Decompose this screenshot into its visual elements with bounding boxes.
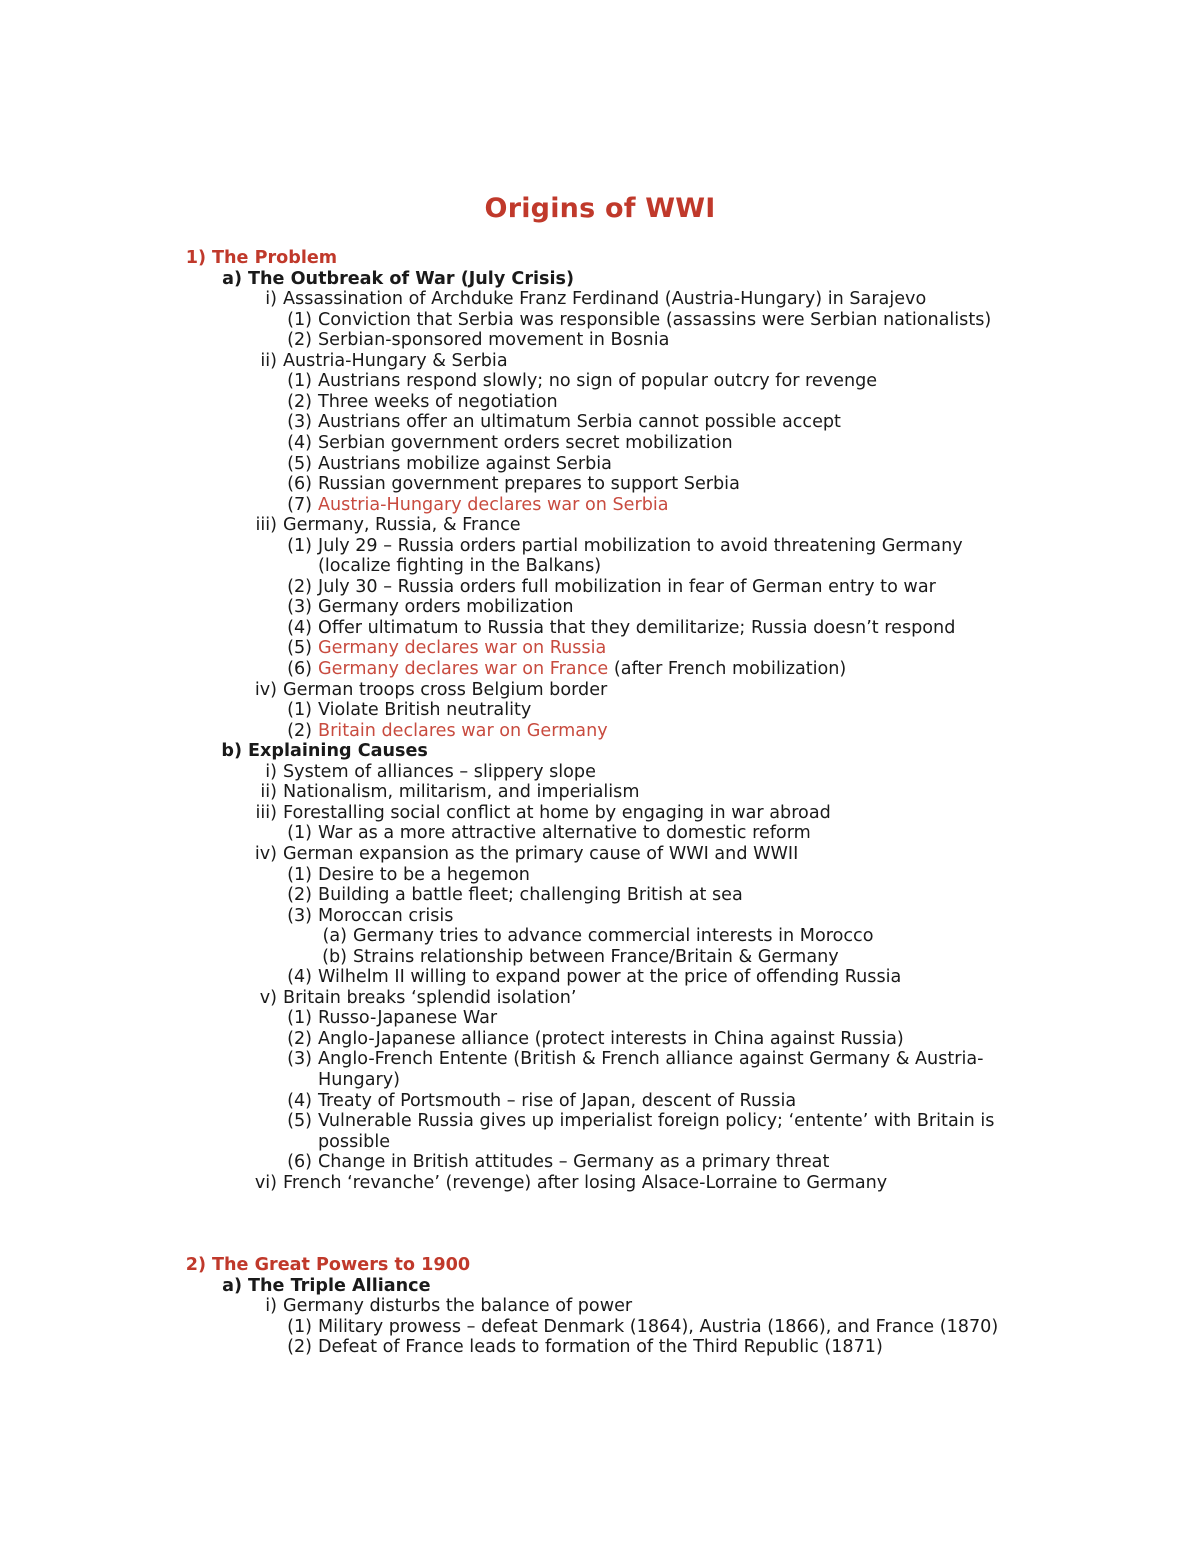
subsection-heading-line — [222, 1275, 431, 1296]
outline-point — [287, 1049, 984, 1070]
outline-point — [287, 700, 532, 721]
list-marker: (2) — [287, 330, 312, 351]
list-marker: iii) — [255, 515, 277, 536]
point-text: Serbian government orders secret mobilization — [318, 432, 733, 453]
outline-point — [287, 720, 608, 741]
list-marker: (1) — [287, 823, 312, 844]
outline-item — [255, 802, 831, 823]
list-marker: (1) — [287, 371, 312, 392]
list-marker: (7) — [287, 494, 312, 515]
list-marker: i) — [265, 1296, 277, 1317]
list-marker: (1) — [287, 1316, 312, 1337]
outline-item — [265, 761, 596, 782]
list-marker: iii) — [255, 802, 277, 823]
outline-point — [287, 494, 669, 515]
list-marker: b) — [221, 741, 242, 762]
list-marker: (5) — [287, 453, 312, 474]
list-marker: (2) — [287, 720, 312, 741]
list-marker: (5) — [287, 638, 312, 659]
list-marker: a) — [222, 268, 242, 289]
point-text: Wilhelm II willing to expand power at the price of offending Russia — [318, 967, 902, 988]
list-marker: (3) — [287, 905, 312, 926]
point-text: July 30 – Russia orders full mobilization in fear of German entry to war — [318, 576, 936, 597]
section-heading-line — [185, 248, 338, 268]
outline-point — [287, 823, 811, 844]
outline-item-text: Forestalling social conflict at home by engaging in war abroad — [283, 802, 831, 823]
point-text-continuation: Hungary) — [318, 1070, 400, 1090]
list-marker: (2) — [287, 576, 312, 597]
point-text: Germany orders mobilization — [318, 597, 574, 618]
subsection-heading: Explaining Causes — [248, 741, 428, 762]
subsection-heading: The Triple Alliance — [248, 1275, 431, 1296]
list-marker: (1) — [287, 535, 312, 556]
point-text: Anglo-Japanese alliance (protect interests in China against Russia) — [318, 1028, 904, 1049]
list-marker: (b) — [322, 946, 347, 967]
list-marker: (6) — [287, 1152, 312, 1173]
point-text: Moroccan crisis — [318, 905, 454, 926]
list-marker: ii) — [260, 350, 277, 371]
list-marker: (4) — [287, 967, 312, 988]
point-text: Treaty of Portsmouth – rise of Japan, descent of Russia — [318, 1090, 797, 1111]
subsection-heading-line — [222, 268, 575, 289]
point-text-continuation: (localize fighting in the Balkans) — [318, 556, 602, 577]
point-text: Military prowess – defeat Denmark (1864), Austria (1866), and France (1870) — [318, 1316, 999, 1337]
outline-point — [287, 1337, 883, 1358]
subsection-heading: The Outbreak of War (July Crisis) — [248, 268, 575, 289]
point-text: Three weeks of negotiation — [318, 391, 558, 412]
outline-point — [287, 330, 670, 351]
list-marker: (2) — [287, 1337, 312, 1358]
highlighted-point-text: Britain declares war on Germany — [318, 720, 608, 741]
list-marker: (6) — [287, 659, 312, 679]
outline-subpoint — [322, 946, 839, 967]
outline-item — [254, 1172, 888, 1193]
outline-item — [265, 1296, 633, 1317]
list-marker: (2) — [287, 1028, 312, 1049]
point-text-suffix: (after French mobilization) — [608, 659, 847, 679]
subpoint-text: Germany tries to advance commercial interests in Morocco — [353, 926, 874, 947]
outline-point — [287, 1152, 830, 1173]
outline-point-continuation — [318, 556, 601, 576]
point-text: Austrians offer an ultimatum Serbia cannot possible accept — [318, 412, 841, 433]
point-text: Austrians mobilize against Serbia — [318, 453, 612, 474]
list-marker: i) — [265, 289, 277, 310]
point-text: Anglo-French Entente (British & French alliance against Germany & Austria- — [318, 1049, 984, 1070]
outline-point — [287, 412, 841, 433]
outline-point — [287, 1316, 999, 1337]
list-marker: (1) — [287, 1008, 312, 1029]
list-marker: (1) — [287, 309, 312, 330]
list-marker: (4) — [287, 617, 312, 638]
list-marker: (3) — [287, 597, 312, 618]
outline-item — [259, 987, 577, 1008]
outline-item-text: System of alliances – slippery slope — [283, 761, 596, 782]
outline-point — [287, 371, 878, 392]
highlighted-point-text: Austria-Hungary declares war on Serbia — [318, 494, 669, 515]
outline-point — [287, 1028, 904, 1049]
section-heading: The Great Powers to 1900 — [212, 1254, 471, 1275]
outline-point — [287, 885, 743, 906]
outline-item — [260, 350, 508, 371]
list-marker: (5) — [287, 1111, 312, 1132]
outline-point — [287, 638, 607, 659]
outline-item-text: German expansion as the primary cause of WWI and WWII — [283, 843, 799, 864]
outline-point — [287, 474, 740, 495]
list-marker: (4) — [287, 432, 312, 453]
outline-item — [254, 679, 608, 700]
list-marker: v) — [259, 987, 277, 1008]
point-text: Russo-Japanese War — [318, 1008, 498, 1029]
list-marker: a) — [222, 1275, 242, 1296]
highlighted-point-text: Germany declares war on France — [318, 659, 609, 679]
outline-item — [265, 289, 927, 310]
list-marker: iv) — [254, 843, 277, 864]
page-title: Origins of WWI — [484, 193, 716, 224]
list-marker: iv) — [254, 679, 277, 700]
list-marker: 1) — [185, 248, 206, 268]
outline-point — [287, 309, 992, 330]
list-marker: (6) — [287, 474, 312, 495]
point-text: Serbian-sponsored movement in Bosnia — [318, 330, 670, 351]
outline-item-text: French ‘revanche’ (revenge) after losing Alsace-Lorraine to Germany — [283, 1172, 888, 1193]
outline-item-text: Assassination of Archduke Franz Ferdinand (Austria-Hungary) in Sarajevo — [283, 289, 927, 310]
outline-item-text: Nationalism, militarism, and imperialism — [283, 782, 640, 803]
outline-point — [287, 905, 454, 926]
outline-point-continuation — [318, 1132, 390, 1152]
outline-point — [287, 617, 956, 638]
list-marker: i) — [265, 761, 277, 782]
outline-item-text: Britain breaks ‘splendid isolation’ — [283, 987, 577, 1008]
point-text: July 29 – Russia orders partial mobilization to avoid threatening Germany — [318, 535, 963, 556]
point-text: Building a battle fleet; challenging British at sea — [318, 885, 743, 906]
list-marker: (a) — [322, 926, 347, 947]
outline-item-text: Germany, Russia, & France — [283, 515, 521, 536]
point-text: Vulnerable Russia gives up imperialist foreign policy; ‘entente’ with Britain is — [318, 1111, 995, 1132]
point-text: Offer ultimatum to Russia that they demilitarize; Russia doesn’t respond — [318, 617, 956, 638]
outline-subpoint — [322, 926, 874, 947]
outline-item-text: Germany disturbs the balance of power — [283, 1296, 633, 1317]
outline-point — [287, 432, 733, 453]
list-marker: (3) — [287, 1049, 312, 1070]
list-marker: vi) — [254, 1172, 277, 1193]
point-text: Defeat of France leads to formation of the Third Republic (1871) — [318, 1337, 883, 1358]
section-heading: The Problem — [212, 248, 338, 268]
point-text: Russian government prepares to support Serbia — [318, 474, 740, 495]
outline-item — [254, 843, 799, 864]
outline-point — [287, 576, 936, 597]
outline-point — [287, 391, 558, 412]
list-marker: ii) — [260, 782, 277, 803]
outline-point — [287, 659, 847, 679]
point-text: Change in British attitudes – Germany as a primary threat — [318, 1152, 830, 1173]
outline-point — [287, 1008, 498, 1029]
point-text: Austrians respond slowly; no sign of popular outcry for revenge — [318, 371, 878, 392]
list-marker: (1) — [287, 864, 312, 885]
point-text-continuation: possible — [318, 1131, 391, 1152]
list-marker: (4) — [287, 1090, 312, 1111]
point-text: Violate British neutrality — [318, 700, 532, 721]
subsection-heading-line — [221, 741, 428, 762]
outline-point-continuation — [318, 1070, 400, 1090]
outline-point — [287, 967, 902, 988]
subpoint-text: Strains relationship between France/Britain & Germany — [353, 946, 839, 967]
point-text: Conviction that Serbia was responsible (assassins were Serbian nationalists) — [318, 309, 992, 330]
outline-item-text: German troops cross Belgium border — [283, 679, 608, 700]
outline-point — [287, 535, 963, 556]
point-text: War as a more attractive alternative to domestic reform — [318, 823, 811, 844]
outline-item — [255, 515, 521, 536]
list-marker: (3) — [287, 412, 312, 433]
list-marker: 2) — [185, 1254, 206, 1275]
list-marker: (2) — [287, 885, 312, 906]
outline-item — [260, 782, 640, 803]
point-text: Desire to be a hegemon — [318, 864, 530, 885]
list-marker: (2) — [287, 391, 312, 412]
outline-point — [287, 453, 612, 474]
list-marker: (1) — [287, 700, 312, 721]
outline-point — [287, 864, 530, 885]
highlighted-point-text: Germany declares war on Russia — [318, 638, 607, 659]
outline-point — [287, 1090, 797, 1111]
outline-point — [287, 597, 574, 618]
outline-item-text: Austria-Hungary & Serbia — [283, 350, 508, 371]
outline-point — [287, 1111, 995, 1132]
section-heading-line — [185, 1254, 471, 1275]
